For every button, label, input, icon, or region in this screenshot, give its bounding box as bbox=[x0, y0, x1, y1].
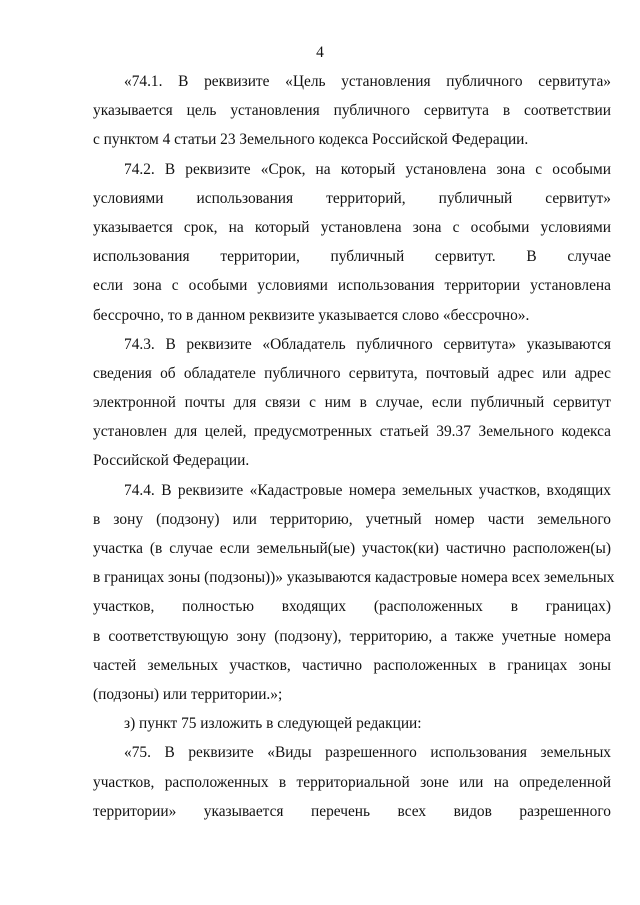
text-line: бессрочно, то в данном реквизите указывается слово «бессрочно». bbox=[93, 306, 530, 324]
text-line: участков, расположенных в территориальной зоне или на определенной bbox=[93, 773, 611, 791]
text-line: установлен для целей, предусмотренных статьей 39.37 Земельного кодекса bbox=[93, 423, 611, 441]
text-line: указывается цель установления публичного сервитута в соответствии bbox=[93, 102, 611, 120]
text-line: территории» указывается перечень всех видов разрешенного bbox=[93, 802, 611, 820]
page-number: 4 bbox=[316, 44, 324, 61]
text-line: участка (в случае если земельный(ые) участок(ки) частично расположен(ы) bbox=[93, 540, 611, 557]
text-line: Российской Федерации. bbox=[93, 452, 250, 470]
text-line: з) пункт 75 изложить в следующей редакции: bbox=[124, 715, 422, 733]
paragraph-amendment-z bbox=[93, 709, 611, 738]
paragraph-75 bbox=[93, 738, 611, 826]
text-line: если зона с особыми условиями использования территории установлена bbox=[93, 277, 611, 295]
text-line: 74.4. В реквизите «Кадастровые номера земельных участков, входящих bbox=[124, 481, 611, 499]
text-line: (подзоны) или территории.»; bbox=[93, 685, 283, 703]
text-line: частей земельных участков, частично расположенных в границах зоны bbox=[93, 656, 611, 674]
text-line: сведения об обладателе публичного сервитута, почтовый адрес или адрес bbox=[93, 364, 611, 382]
text-line: в соответствующую зону (подзону), территорию, а также учетные номера bbox=[93, 627, 611, 645]
paragraph-74-3 bbox=[93, 330, 611, 476]
text-line: 74.2. В реквизите «Срок, на который установлена зона с особыми bbox=[124, 160, 611, 178]
text-line: в границах зоны (подзоны))» указываются кадастровые номера всех земельных bbox=[93, 569, 615, 587]
text-line: «75. В реквизите «Виды разрешенного использования земельных bbox=[124, 744, 611, 762]
text-line: электронной почты для связи с ним в случае, если публичный сервитут bbox=[93, 394, 611, 412]
document-body bbox=[93, 67, 615, 826]
paragraph-74-4 bbox=[93, 476, 615, 710]
paragraph-74-2 bbox=[93, 155, 611, 330]
text-line: указывается срок, на который установлена зона с особыми условиями bbox=[93, 218, 611, 236]
text-line: использования территории, публичный сервитут. В случае bbox=[93, 248, 611, 266]
text-line: условиями использования территорий, публичный сервитут» bbox=[93, 189, 611, 207]
text-line: с пунктом 4 статьи 23 Земельного кодекса Российской Федерации. bbox=[93, 131, 529, 149]
text-line: 74.3. В реквизите «Обладатель публичного сервитута» указываются bbox=[124, 335, 611, 353]
text-line: участков, полностью входящих (расположенных в границах) bbox=[93, 598, 611, 616]
text-line: в зону (подзону) или территорию, учетный номер части земельного bbox=[93, 510, 611, 528]
paragraph-74-1 bbox=[93, 67, 611, 155]
text-line: «74.1. В реквизите «Цель установления публичного сервитута» bbox=[124, 73, 611, 90]
